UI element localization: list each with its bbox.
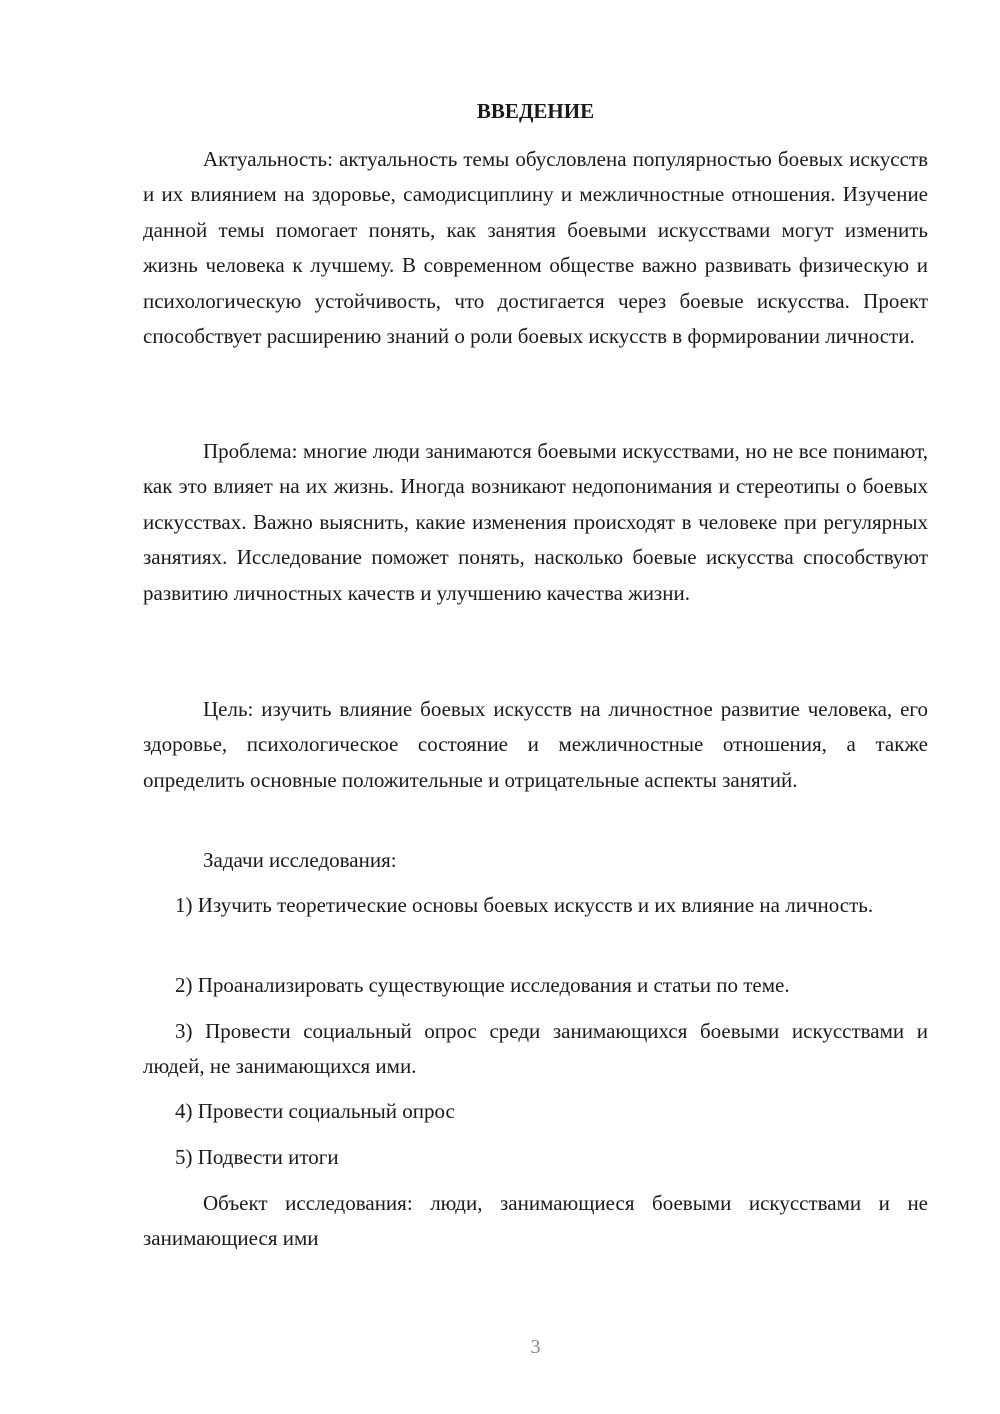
goal-paragraph: Цель: изучить влияние боевых искусств на личностное развитие человека, его здоровье, психологическое состояние и межличностные отношения, а также определить основные положительные и отрицательные аспекты занятий. xyxy=(143,697,928,792)
relevance-paragraph: Актуальность: актуальность темы обусловлена популярностью боевых искусств и их влиянием на здоровье, самодисциплину и межличностные отношения. Изучение данной темы помогает понять, как занятия боевыми искусствами могут изменить жизнь человека к лучшему. В современном обществе важно развивать физическую и психологическую устойчивость, что достигается через боевые искусства. Проект способствует расширению знаний о роли боевых искусств в формировании личности. xyxy=(143,147,928,349)
task-item-3: 3) Провести социальный опрос среди занимающихся боевыми искусствами и людей, не занимающихся ими. xyxy=(143,1019,928,1079)
task-item-1: 1) Изучить теоретические основы боевых искусств и их влияние на личность. xyxy=(175,893,874,917)
task-item-2: 2) Проанализировать существующие исследования и статьи по теме. xyxy=(175,973,790,997)
tasks-heading: Задачи исследования: xyxy=(203,848,397,872)
page-title: ВВЕДЕНИЕ xyxy=(476,99,595,123)
task-item-5: 5) Подвести итоги xyxy=(175,1145,339,1169)
task-item-4: 4) Провести социальный опрос xyxy=(175,1099,455,1123)
page-number: 3 xyxy=(530,1336,541,1358)
problem-paragraph: Проблема: многие люди занимаются боевыми искусствами, но не все понимают, как это влияет на их жизнь. Иногда возникают недопонимания и стереотипы о боевых искусствах. Важно выяснить, какие изменения происходят в человеке при регулярных занятиях. Исследование поможет понять, насколько боевые искусства способствуют развитию личностных качеств и улучшению качества жизни. xyxy=(143,439,928,605)
object-paragraph: Объект исследования: люди, занимающиеся боевыми искусствами и не занимающиеся ими xyxy=(143,1191,928,1251)
